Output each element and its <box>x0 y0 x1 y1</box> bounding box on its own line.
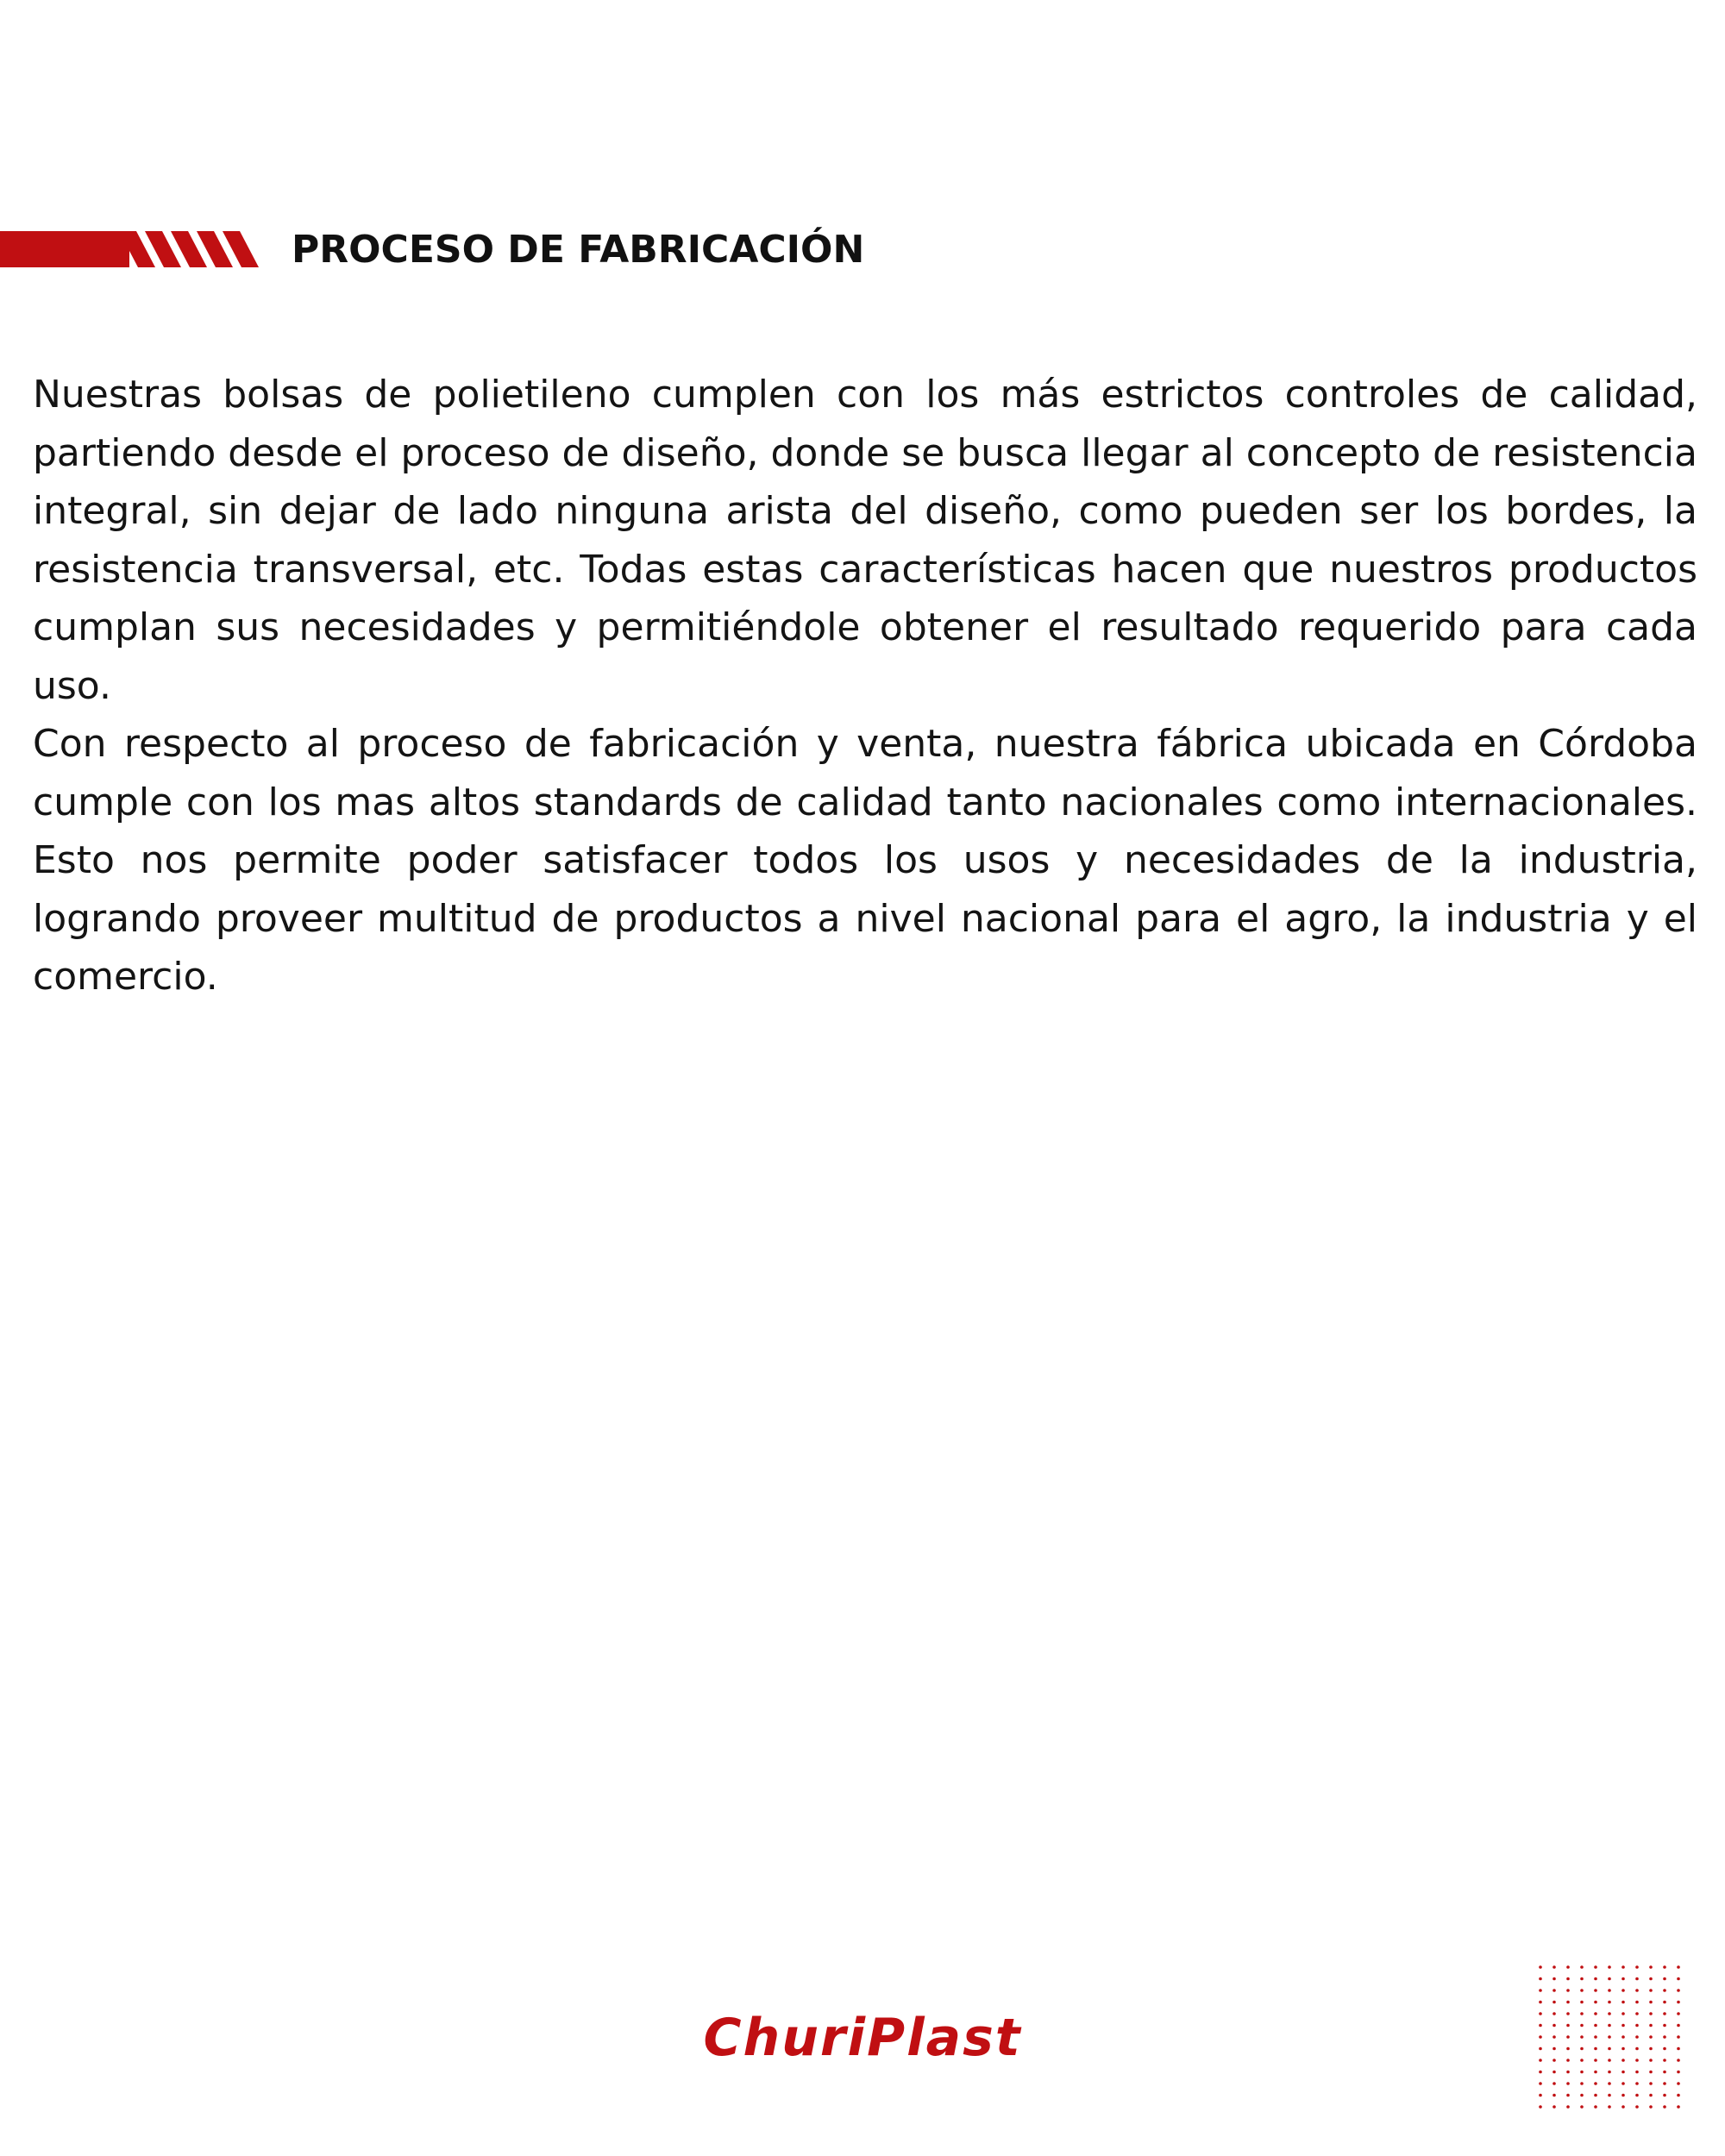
grid-dot <box>1663 2071 1666 2074</box>
grid-dot <box>1580 2024 1584 2028</box>
grid-dot <box>1552 2071 1556 2074</box>
paragraph: Nuestras bolsas de polietileno cumplen con los más estrictos controles de calidad, partiendo desde el proceso de diseño, donde se busca llegar al concepto de resistencia integral, sin dejar de lado ninguna arista del diseño, como pueden ser los bordes, la resistencia transversal, etc. Todas estas características hacen que nuestros productos cumplan sus necesidades y permitiéndole obtener el resultado requerido para cada uso. <box>33 373 1697 708</box>
grid-dot <box>1677 1989 1680 1992</box>
grid-dot <box>1552 1965 1556 1969</box>
grid-dot <box>1539 1965 1542 1969</box>
grid-dot <box>1566 2094 1570 2097</box>
grid-dot <box>1594 2082 1597 2085</box>
grid-dot <box>1566 2047 1570 2051</box>
grid-dot <box>1594 2012 1597 2015</box>
grid-dot <box>1608 2047 1611 2051</box>
grid-dot <box>1594 2094 1597 2097</box>
grid-dot <box>1677 2047 1680 2051</box>
grid-dot <box>1539 1977 1542 1981</box>
grid-dot <box>1539 2001 1542 2004</box>
grid-dot <box>1580 2059 1584 2062</box>
grid-dot <box>1663 2094 1666 2097</box>
grid-dot <box>1622 2094 1625 2097</box>
grid-dot <box>1552 2094 1556 2097</box>
grid-dot <box>1622 2071 1625 2074</box>
grid-dot <box>1566 2024 1570 2028</box>
grid-dot <box>1677 1965 1680 1969</box>
grid-dot <box>1552 1977 1556 1981</box>
grid-dot <box>1552 2082 1556 2085</box>
grid-dot <box>1622 1989 1625 1992</box>
grid-dot <box>1635 2047 1639 2051</box>
grid-dot <box>1608 2071 1611 2074</box>
grid-dot <box>1677 2024 1680 2028</box>
grid-dot <box>1539 2094 1542 2097</box>
grid-dot <box>1539 2047 1542 2051</box>
grid-dot <box>1635 1989 1639 1992</box>
grid-dot <box>1539 1989 1542 1992</box>
grid-dot <box>1677 2035 1680 2039</box>
grid-dot <box>1663 2024 1666 2028</box>
grid-dot <box>1594 2105 1597 2109</box>
grid-dot <box>1566 2059 1570 2062</box>
red-stripe-band-icon <box>0 226 285 273</box>
grid-dot <box>1649 2059 1653 2062</box>
grid-dot <box>1580 2082 1584 2085</box>
grid-dot <box>1622 2082 1625 2085</box>
grid-dot <box>1635 2094 1639 2097</box>
grid-dot <box>1663 2012 1666 2015</box>
grid-dot <box>1566 1965 1570 1969</box>
grid-dot <box>1580 2105 1584 2109</box>
red-dot-grid-icon <box>1535 1962 1690 2117</box>
grid-dot <box>1539 2035 1542 2039</box>
grid-dot <box>1649 2082 1653 2085</box>
grid-dot <box>1580 1965 1584 1969</box>
page-title: PROCESO DE FABRICACIÓN <box>292 228 865 272</box>
grid-dot <box>1635 2012 1639 2015</box>
grid-dot <box>1608 2094 1611 2097</box>
grid-dot <box>1649 2105 1653 2109</box>
grid-dot <box>1566 2082 1570 2085</box>
grid-dot <box>1635 1965 1639 1969</box>
grid-dot <box>1649 2071 1653 2074</box>
grid-dot <box>1594 2001 1597 2004</box>
grid-dot <box>1635 1977 1639 1981</box>
grid-dot <box>1566 2105 1570 2109</box>
grid-dot <box>1622 1977 1625 1981</box>
grid-dot <box>1635 2105 1639 2109</box>
grid-dot <box>1580 2047 1584 2051</box>
grid-dot <box>1580 2094 1584 2097</box>
grid-dot <box>1608 1977 1611 1981</box>
grid-dot <box>1622 1965 1625 1969</box>
grid-dot <box>1649 2035 1653 2039</box>
grid-dot <box>1608 2001 1611 2004</box>
grid-dot <box>1608 2105 1611 2109</box>
grid-dot <box>1566 1989 1570 1992</box>
grid-dot <box>1566 2012 1570 2015</box>
grid-dot <box>1663 2047 1666 2051</box>
grid-dot <box>1635 2082 1639 2085</box>
grid-dot <box>1677 2094 1680 2097</box>
grid-dot <box>1539 2105 1542 2109</box>
grid-dot <box>1594 2071 1597 2074</box>
grid-dot <box>1580 1989 1584 1992</box>
grid-dot <box>1622 2059 1625 2062</box>
grid-dot <box>1580 2001 1584 2004</box>
grid-dot <box>1594 2047 1597 2051</box>
grid-dot <box>1552 2024 1556 2028</box>
grid-dot <box>1580 2012 1584 2015</box>
grid-dot <box>1649 1989 1653 1992</box>
grid-dot <box>1566 1977 1570 1981</box>
grid-dot <box>1580 2071 1584 2074</box>
grid-dot <box>1566 2035 1570 2039</box>
grid-dot <box>1649 2094 1653 2097</box>
grid-dot <box>1677 2012 1680 2015</box>
grid-dot <box>1552 2059 1556 2062</box>
grid-dot <box>1539 2059 1542 2062</box>
grid-dot <box>1594 1989 1597 1992</box>
grid-dot <box>1649 2047 1653 2051</box>
grid-dot <box>1663 2035 1666 2039</box>
grid-dot <box>1566 2071 1570 2074</box>
grid-dot <box>1677 2082 1680 2085</box>
grid-dot <box>1552 2047 1556 2051</box>
grid-dot <box>1677 1977 1680 1981</box>
grid-dot <box>1594 1977 1597 1981</box>
grid-dot <box>1580 2035 1584 2039</box>
grid-dot <box>1663 1965 1666 1969</box>
brand-logo: ChuriPlast <box>703 2008 1022 2068</box>
grid-dot <box>1677 2071 1680 2074</box>
grid-dot <box>1622 2105 1625 2109</box>
grid-dot <box>1663 2082 1666 2085</box>
grid-dot <box>1608 2082 1611 2085</box>
grid-dot <box>1677 2105 1680 2109</box>
grid-dot <box>1663 1977 1666 1981</box>
grid-dot <box>1677 2001 1680 2004</box>
grid-dot <box>1635 2024 1639 2028</box>
paragraph: Con respecto al proceso de fabricación y venta, nuestra fábrica ubicada en Córdoba cumple con los mas altos standards de calidad tanto nacionales como internacionales. Esto nos permite poder satisfacer todos los usos y necesidades de la industria, logrando proveer multitud de productos a nivel nacional para el agro, la industria y el comercio. <box>33 722 1697 999</box>
grid-dot <box>1594 2024 1597 2028</box>
grid-dot <box>1608 2024 1611 2028</box>
grid-dot <box>1552 2012 1556 2015</box>
grid-dot <box>1677 2059 1680 2062</box>
grid-dot <box>1649 2024 1653 2028</box>
grid-dot <box>1539 2071 1542 2074</box>
grid-dot <box>1552 2035 1556 2039</box>
grid-dot <box>1649 2001 1653 2004</box>
grid-dot <box>1635 2059 1639 2062</box>
grid-dot <box>1649 1977 1653 1981</box>
grid-dot <box>1594 1965 1597 1969</box>
grid-dot <box>1580 1977 1584 1981</box>
grid-dot <box>1539 2012 1542 2015</box>
grid-dot <box>1594 2035 1597 2039</box>
body-text <box>33 366 1697 1006</box>
grid-dot <box>1552 2001 1556 2004</box>
grid-dot <box>1622 2047 1625 2051</box>
grid-dot <box>1635 2001 1639 2004</box>
grid-dot <box>1552 1989 1556 1992</box>
grid-dot <box>1552 2105 1556 2109</box>
grid-dot <box>1622 2035 1625 2039</box>
grid-dot <box>1539 2024 1542 2028</box>
grid-dot <box>1608 1989 1611 1992</box>
grid-dot <box>1608 2035 1611 2039</box>
grid-dot <box>1608 2012 1611 2015</box>
grid-dot <box>1622 2024 1625 2028</box>
grid-dot <box>1539 2082 1542 2085</box>
grid-dot <box>1566 2001 1570 2004</box>
grid-dot <box>1663 2001 1666 2004</box>
grid-dot <box>1608 2059 1611 2062</box>
grid-dot <box>1649 2012 1653 2015</box>
grid-dot <box>1608 1965 1611 1969</box>
grid-dot <box>1635 2035 1639 2039</box>
grid-dot <box>1622 2012 1625 2015</box>
grid-dot <box>1635 2071 1639 2074</box>
grid-dot <box>1663 2105 1666 2109</box>
grid-dot <box>1622 2001 1625 2004</box>
grid-dot <box>1663 1989 1666 1992</box>
grid-dot <box>1594 2059 1597 2062</box>
grid-dot <box>1663 2059 1666 2062</box>
grid-dot <box>1649 1965 1653 1969</box>
